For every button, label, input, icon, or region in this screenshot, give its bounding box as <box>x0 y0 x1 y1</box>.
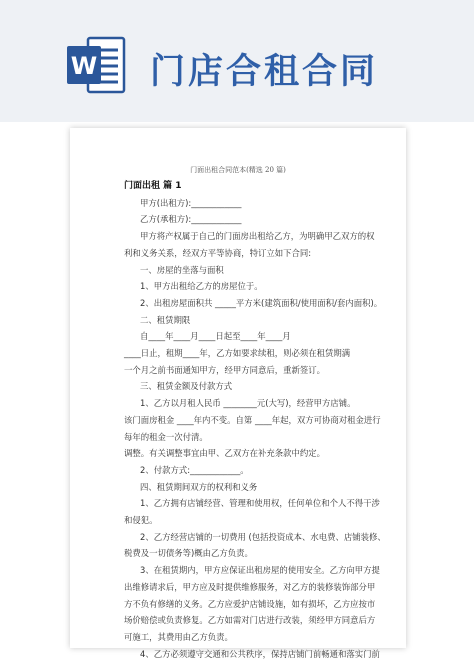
document-line: 乙方(承租方):____________ <box>140 214 242 225</box>
document-line: 利和义务关系，经双方平等协商，特订立如下合同: <box>124 247 312 258</box>
document-line: 2、乙方经营店铺的一切费用 (包括投资成本、水电费、店铺装修、 <box>140 531 386 542</box>
document-line: 1、乙方以月租人民币 ________元(大写)，经营甲方店铺。 <box>140 398 356 409</box>
document-line: 三、租赁金额及付款方式 <box>140 381 233 392</box>
page-title: 门店合租合同 <box>150 52 379 92</box>
header-banner <box>0 0 474 122</box>
document-page <box>70 128 406 659</box>
document-line: 四、租赁期间双方的权利和义务 <box>140 481 258 492</box>
document-line: 2、出租房屋面积共 _____平方米(建筑面积/使用面积/套内面积)。 <box>140 297 383 308</box>
document-line: 出维修请求后，甲方应及时提供维修服务，对乙方的装修装饰部分甲 <box>124 581 376 592</box>
document-line: 调整。有关调整事宜由甲、乙双方在补充条款中约定。 <box>124 448 325 459</box>
document-line: 方不负有修缮的义务。乙方应爱护店铺设施，如有损坏，乙方应按市 <box>124 598 376 609</box>
document-line: 2、付款方式:____________。 <box>140 464 249 475</box>
document-line: 甲方(出租方):____________ <box>140 197 242 208</box>
document-line: 二、租赁期限 <box>140 314 191 325</box>
document-line: 甲方将产权属于自己的门面房出租给乙方，为明确甲乙双方的权 <box>140 231 375 242</box>
document-line: 该门面房租金 ____年内不变。自第 ____年起，双方可协商对租金进行 <box>124 414 381 425</box>
document-line: 可施工，其费用由乙方负责。 <box>124 631 233 642</box>
document-line: 自____年____月____日起至____年____月 <box>140 331 291 342</box>
document-line: 3、在租赁期内，甲方应保证出租房屋的使用安全。乙方向甲方提 <box>140 565 380 576</box>
document-line: 和侵犯。 <box>124 515 158 526</box>
document-lines <box>124 195 386 663</box>
section-title: 门面出租 篇 1 <box>124 181 182 191</box>
document-line: 每年的租金一次付清。 <box>124 431 208 442</box>
word-document-icon <box>66 36 126 94</box>
document-header: 门面出租合同范本(精选 20 篇) <box>190 166 286 174</box>
document-line: 一、房屋的坐落与面积 <box>140 264 224 275</box>
document-line: 4、乙方必须遵守交通和公共秩序，保持店铺门前畅通和落实门前 <box>140 648 380 659</box>
document-body <box>124 178 386 662</box>
document-line: 1、甲方出租给乙方的房屋位于。 <box>140 281 263 292</box>
document-line: ____日止，租期____年，乙方如要求续租，则必须在租赁期满 <box>124 348 351 359</box>
logo-letter: W <box>70 52 98 80</box>
document-line: 税费及一切债务等)概由乙方负责。 <box>124 548 253 559</box>
document-line: 场价赔偿或负责修复。乙方如需对门店进行改装，须经甲方同意后方 <box>124 615 376 626</box>
document-line: 1、乙方拥有店铺经营、管理和使用权，任何单位和个人不得干涉 <box>140 498 380 509</box>
document-line: 一个月之前书面通知甲方，经甲方同意后，重新签订。 <box>124 364 325 375</box>
